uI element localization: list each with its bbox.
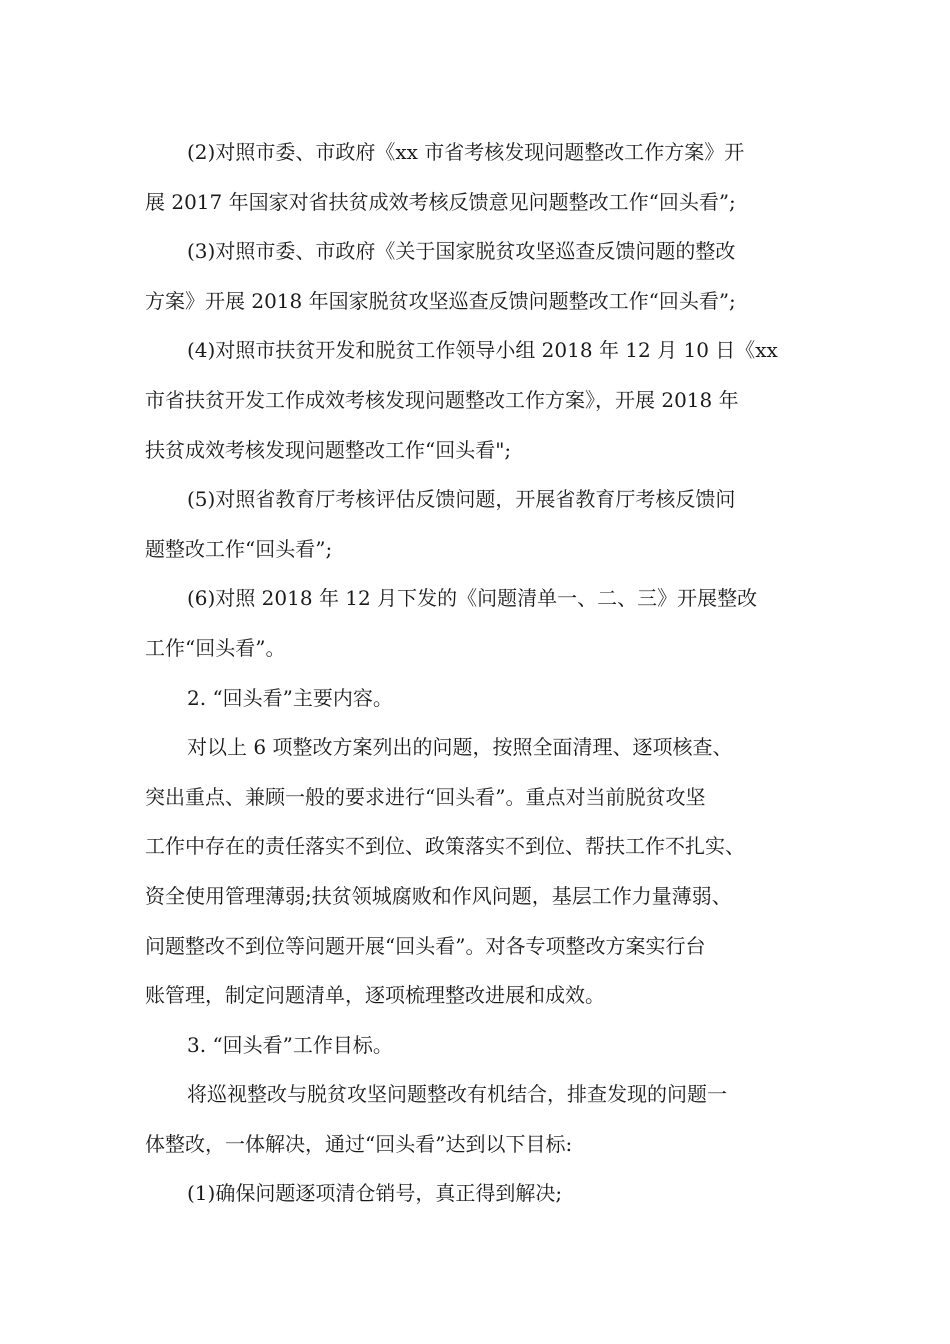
paragraph-line: 突出重点、兼顾一般的要求进行“回头看”。重点对当前脱贫攻坚: [145, 784, 706, 809]
paragraph-line: 题整改工作“回头看”;: [145, 536, 333, 561]
section-heading: 2. “回头看”主要内容。: [187, 685, 393, 710]
paragraph-line: 工作中存在的责任落实不到位、政策落实不到位、帮扶工作不扎实、: [145, 834, 745, 859]
paragraph-line: (4)对照市扶贫开发和脱贫工作领导小组 2018 年 12 月 10 日《xx: [187, 338, 778, 363]
section-heading: 3. “回头看”工作目标。: [187, 1032, 393, 1057]
paragraph-line: (2)对照市委、市政府《xx 市省考核发现问题整改工作方案》开: [187, 140, 745, 164]
paragraph-line: 展 2017 年国家对省扶贫成效考核反馈意见问题整改工作“回头看”;: [145, 189, 736, 214]
paragraph-line: (6)对照 2018 年 12 月下发的《问题清单一、二、三》开展整改: [187, 586, 758, 611]
paragraph-line: 方案》开展 2018 年国家脱贫攻坚巡查反馈问题整改工作“回头看”;: [145, 288, 736, 313]
paragraph-line: 扶贫成效考核发现问题整改工作“回头看";: [145, 437, 512, 462]
paragraph-line: 资全使用管理薄弱;扶贫领城腐败和作风问题，基层工作力量薄弱、: [145, 883, 732, 908]
paragraph-line: (5)对照省教育厅考核评估反馈问题，开展省教育厅考核反馈问: [187, 487, 736, 512]
paragraph-line: 体整改，一体解决，通过“回头看”达到以下目标:: [145, 1131, 573, 1156]
paragraph-line: 工作“回头看”。: [145, 635, 286, 660]
paragraph-line: 问题整改不到位等问题开展“回头看”。对各专项整改方案实行台: [145, 933, 706, 958]
paragraph-line: 市省扶贫开发工作成效考核发现问题整改工作方案》，开展 2018 年: [145, 387, 739, 412]
paragraph-line: 账管理，制定问题清单，逐项梳理整改进展和成效。: [145, 983, 605, 1008]
document-body: [145, 128, 815, 1219]
paragraph-line: (3)对照市委、市政府《关于国家脱贫攻坚巡查反馈问题的整改: [187, 239, 736, 264]
paragraph-line: 对以上 6 项整改方案列出的问题，按照全面清理、逐项核查、: [187, 735, 733, 760]
paragraph-line: 将巡视整改与脱贫攻坚问题整改有机结合，排查发现的问题一: [187, 1082, 727, 1107]
paragraph-line: (1)确保问题逐项清仓销号，真正得到解决;: [187, 1181, 563, 1206]
